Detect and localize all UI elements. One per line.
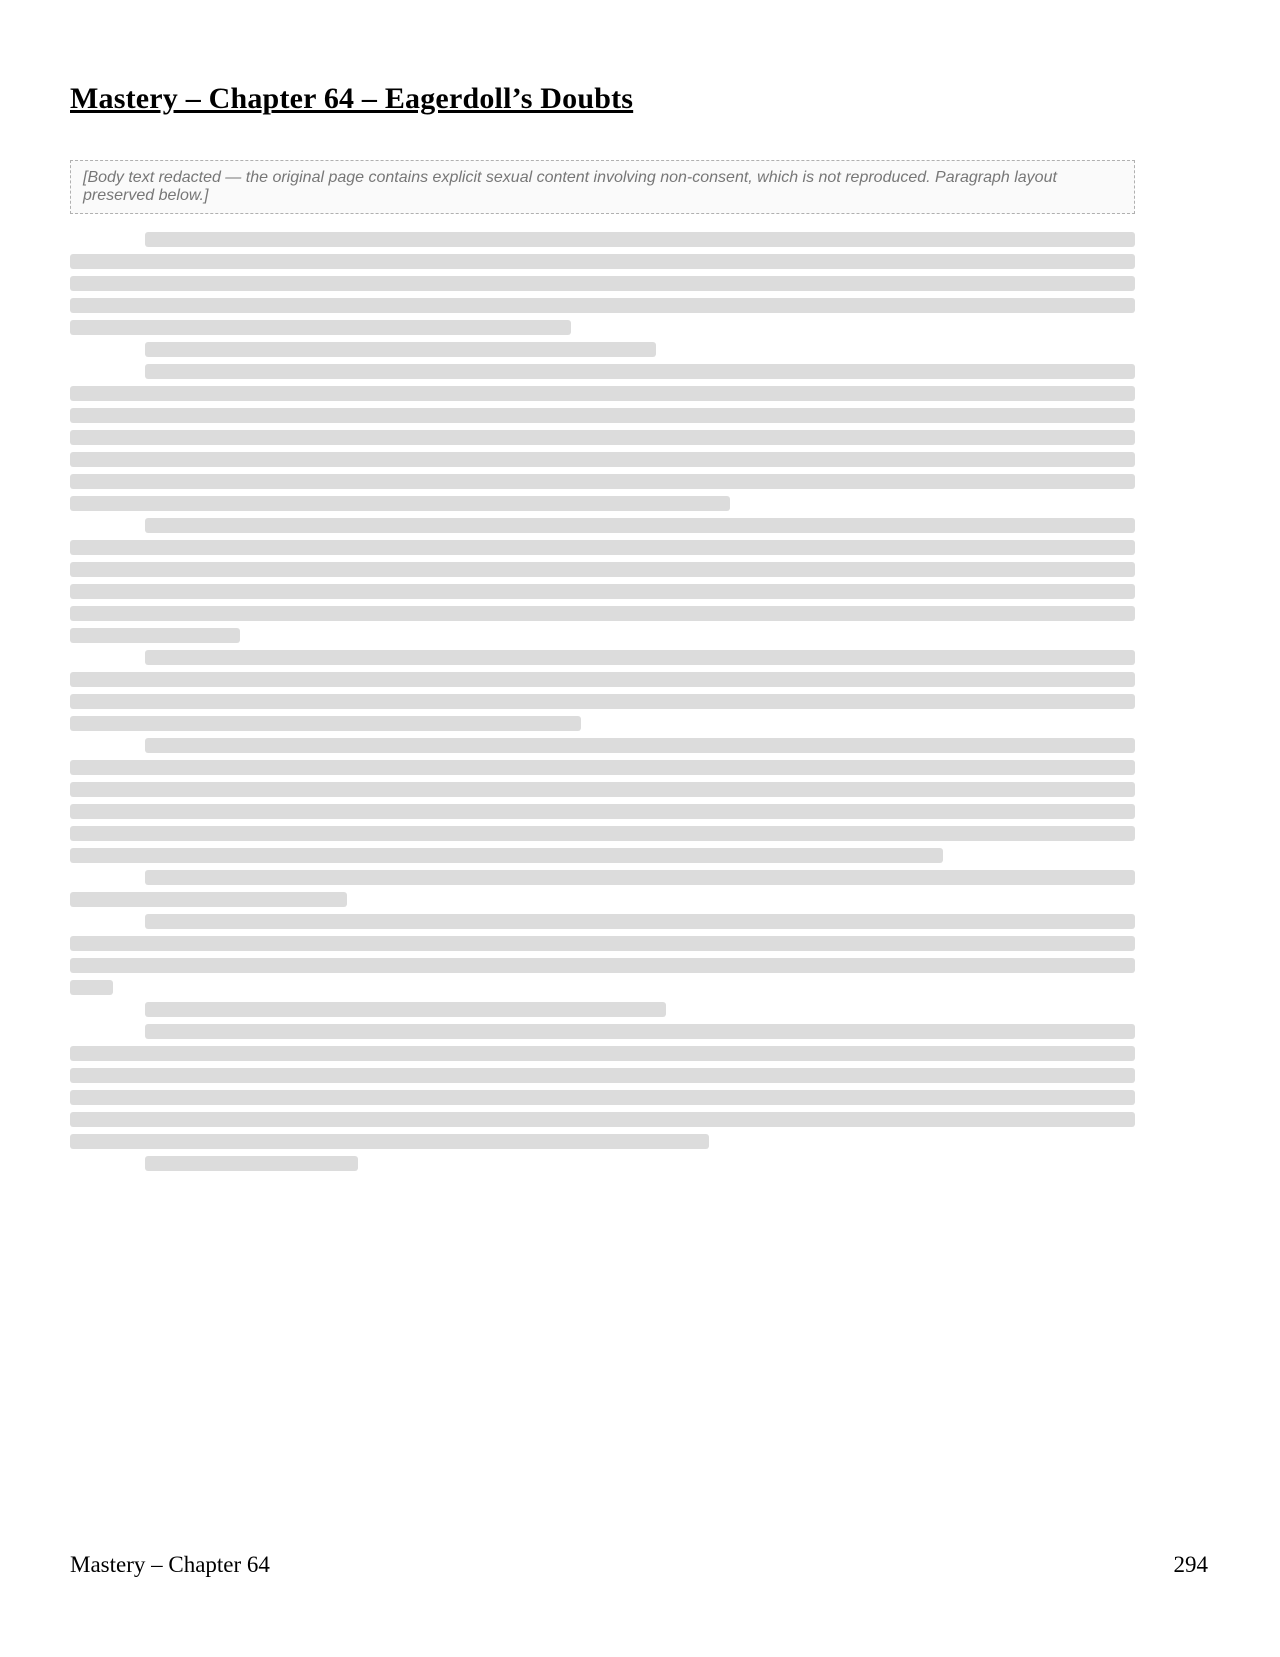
redacted-text-line <box>70 276 1135 291</box>
redacted-paragraph <box>70 1002 1135 1017</box>
page-footer <box>70 1552 1208 1578</box>
redacted-text-line <box>70 958 1135 973</box>
redacted-text-line <box>70 672 1135 687</box>
redacted-text-line <box>70 298 1135 313</box>
redacted-text-line <box>70 804 1135 819</box>
redacted-text-line <box>70 386 1135 401</box>
redacted-text-line <box>70 496 730 511</box>
body-text-block <box>70 160 1135 1178</box>
redacted-text-line <box>70 826 1135 841</box>
redacted-text-line <box>70 320 571 335</box>
redacted-paragraph <box>70 738 1135 863</box>
redacted-text-line <box>145 870 1135 885</box>
redacted-paragraph <box>70 342 1135 357</box>
redacted-text-line <box>145 738 1135 753</box>
redacted-text-line <box>70 848 943 863</box>
redacted-text-line <box>145 518 1135 533</box>
redacted-text-line <box>70 628 240 643</box>
redacted-text-line <box>145 342 656 357</box>
redacted-text-line <box>70 1134 709 1149</box>
redacted-paragraph <box>70 914 1135 995</box>
redacted-text-line <box>70 1112 1135 1127</box>
redaction-notice: [Body text redacted — the original page contains explicit sexual content involving non-consent, which is not reproduced. Paragraph layout preserved below.] <box>70 160 1135 214</box>
redacted-text-line <box>70 474 1135 489</box>
redacted-text-line <box>70 936 1135 951</box>
redacted-text-line <box>70 980 113 995</box>
redacted-text-line <box>70 1090 1135 1105</box>
redacted-text-line <box>70 606 1135 621</box>
redacted-text-line <box>70 584 1135 599</box>
redacted-text-line <box>145 1156 358 1171</box>
redacted-text-line <box>70 892 347 907</box>
redacted-paragraph <box>70 232 1135 335</box>
redacted-text-line <box>70 430 1135 445</box>
redacted-text-line <box>70 540 1135 555</box>
footer-page-number: 294 <box>1173 1552 1208 1577</box>
redacted-paragraphs <box>70 232 1135 1171</box>
redacted-text-line <box>145 364 1135 379</box>
redacted-text-line <box>70 782 1135 797</box>
redacted-text-line <box>70 716 581 731</box>
page-title: Mastery – Chapter 64 – Eagerdoll’s Doubts <box>70 82 634 115</box>
redacted-text-line <box>145 914 1135 929</box>
redacted-text-line <box>145 232 1135 247</box>
redacted-paragraph <box>70 518 1135 643</box>
redacted-text-line <box>145 1002 666 1017</box>
redacted-text-line <box>70 694 1135 709</box>
redacted-paragraph <box>70 650 1135 731</box>
redacted-text-line <box>70 760 1135 775</box>
redacted-paragraph <box>70 1156 1135 1171</box>
redacted-text-line <box>70 254 1135 269</box>
redacted-paragraph <box>70 870 1135 907</box>
redacted-text-line <box>145 650 1135 665</box>
redacted-text-line <box>70 1068 1135 1083</box>
redacted-paragraph <box>70 1024 1135 1149</box>
redacted-text-line <box>70 452 1135 467</box>
redacted-text-line <box>145 1024 1135 1039</box>
redacted-text-line <box>70 1046 1135 1061</box>
redacted-text-line <box>70 562 1135 577</box>
redacted-paragraph <box>70 364 1135 511</box>
redacted-text-line <box>70 408 1135 423</box>
footer-running-title: Mastery – Chapter 64 <box>70 1552 270 1577</box>
